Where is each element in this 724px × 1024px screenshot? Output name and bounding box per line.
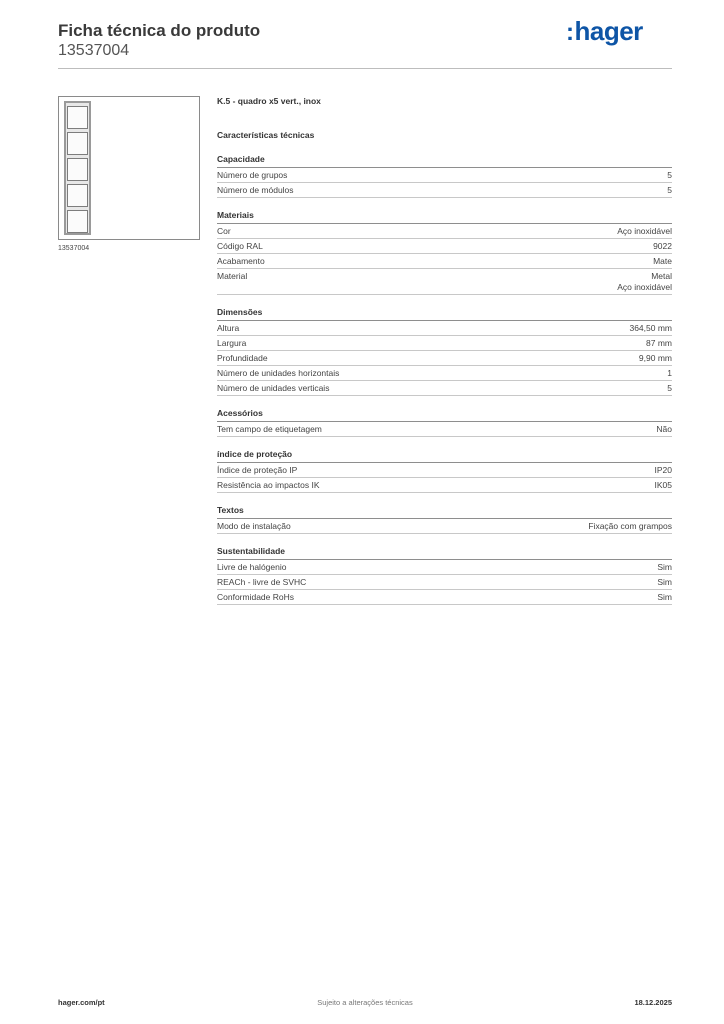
spec-label: Material: [217, 271, 248, 281]
spec-row: [217, 183, 672, 198]
spec-label: Número de grupos: [217, 170, 288, 180]
spec-section: [217, 505, 672, 534]
logo-dots: :: [566, 19, 574, 46]
spec-label: Profundidade: [217, 353, 268, 363]
spec-value: 87 mm: [646, 338, 672, 348]
module-slot: [67, 132, 88, 155]
spec-value-group: [667, 368, 672, 379]
spec-value-group: [588, 521, 672, 532]
spec-label: Altura: [217, 323, 240, 333]
characteristics-heading: Características técnicas: [217, 130, 315, 140]
spec-value: 5: [667, 170, 672, 180]
section-title: Capacidade: [217, 154, 672, 168]
spec-value: 9,90 mm: [638, 353, 672, 363]
spec-value: Não: [656, 424, 672, 434]
spec-row: [217, 168, 672, 183]
spec-value-secondary: Aço inoxidável: [617, 282, 672, 292]
spec-row: [217, 478, 672, 493]
spec-value: Sim: [657, 577, 672, 587]
spec-value: Sim: [657, 562, 672, 572]
spec-row: [217, 366, 672, 381]
section-title: Textos: [217, 505, 672, 519]
spec-label: Índice de proteção IP: [217, 465, 298, 475]
spec-value-group: [639, 353, 672, 364]
spec-value-group: [667, 383, 672, 394]
spec-row: [217, 519, 672, 534]
product-image: [58, 96, 200, 240]
spec-value: 5: [667, 383, 672, 393]
module-slot: [67, 210, 88, 233]
spec-row: [217, 224, 672, 239]
spec-section: [217, 210, 672, 295]
spec-label: Largura: [217, 338, 247, 348]
spec-row: [217, 336, 672, 351]
spec-value: 5: [667, 185, 672, 195]
footer-website: hager.com/pt: [58, 998, 105, 1007]
spec-label: REACh - livre de SVHC: [217, 577, 307, 587]
spec-label: Livre de halógenio: [217, 562, 287, 572]
footer-disclaimer: Sujeito a alterações técnicas: [317, 998, 413, 1007]
spec-label: Número de módulos: [217, 185, 294, 195]
spec-row: [217, 239, 672, 254]
spec-value-group: [667, 185, 672, 196]
spec-row: [217, 590, 672, 605]
frame-plate-illustration: [64, 101, 91, 235]
spec-row: [217, 422, 672, 437]
image-caption: 13537004: [58, 245, 90, 252]
spec-value: Fixação com grampos: [588, 521, 672, 531]
spec-row: [217, 269, 672, 295]
product-code: 13537004: [58, 42, 130, 59]
spec-label: Modo de instalação: [217, 521, 291, 531]
spec-value: 1: [667, 368, 672, 378]
footer-date: 18.12.2025: [634, 998, 672, 1007]
product-name: K.5 - quadro x5 vert., inox: [217, 96, 321, 106]
spec-section: [217, 449, 672, 493]
spec-section: [217, 307, 672, 396]
spec-value-group: [655, 480, 673, 491]
spec-value: Sim: [657, 592, 672, 602]
spec-value-group: [655, 465, 673, 476]
section-title: Materiais: [217, 210, 672, 224]
spec-row: [217, 381, 672, 396]
spec-value: 9022: [653, 241, 672, 251]
spec-label: Código RAL: [217, 241, 263, 251]
spec-value: IK05: [654, 480, 672, 490]
spec-value-group: [653, 241, 672, 252]
spec-value-group: [657, 592, 672, 603]
spec-value: Metal: [651, 271, 672, 281]
spec-value-group: [629, 323, 672, 334]
spec-row: [217, 463, 672, 478]
spec-row: [217, 254, 672, 269]
header-divider: [58, 68, 672, 69]
spec-value-group: [617, 271, 672, 293]
hager-logo: [566, 16, 643, 47]
spec-section: [217, 546, 672, 605]
spec-row: [217, 575, 672, 590]
spec-value-group: [617, 226, 672, 237]
spec-value-group: [656, 424, 672, 435]
module-slot: [67, 106, 88, 129]
spec-section: [217, 408, 672, 437]
spec-sections: [217, 154, 672, 605]
spec-value-group: [657, 577, 672, 588]
section-title: Acessórios: [217, 408, 672, 422]
spec-label: Tem campo de etiquetagem: [217, 424, 322, 434]
spec-label: Conformidade RoHs: [217, 592, 295, 602]
module-slot: [67, 184, 88, 207]
spec-value-group: [653, 256, 672, 267]
spec-row: [217, 560, 672, 575]
spec-value: Aço inoxidável: [617, 226, 672, 236]
spec-label: Cor: [217, 226, 231, 236]
page-header: [58, 20, 260, 60]
section-title: Sustentabilidade: [217, 546, 672, 560]
spec-label: Resistência ao impactos IK: [217, 480, 320, 490]
spec-row: [217, 351, 672, 366]
page-title: Ficha técnica do produto: [58, 21, 261, 40]
spec-label: Número de unidades horizontais: [217, 368, 340, 378]
section-title: índice de proteção: [217, 449, 672, 463]
spec-label: Acabamento: [217, 256, 265, 266]
spec-value-group: [657, 562, 672, 573]
logo-text: hager: [574, 16, 643, 46]
specifications: [217, 96, 672, 605]
spec-value: 364,50 mm: [629, 323, 672, 333]
spec-value: IP20: [654, 465, 672, 475]
spec-label: Número de unidades verticais: [217, 383, 330, 393]
spec-value: Mate: [653, 256, 672, 266]
spec-section: [217, 154, 672, 198]
spec-value-group: [646, 338, 672, 349]
spec-value-group: [667, 170, 672, 181]
section-title: Dimensões: [217, 307, 672, 321]
spec-row: [217, 321, 672, 336]
module-slot: [67, 158, 88, 181]
